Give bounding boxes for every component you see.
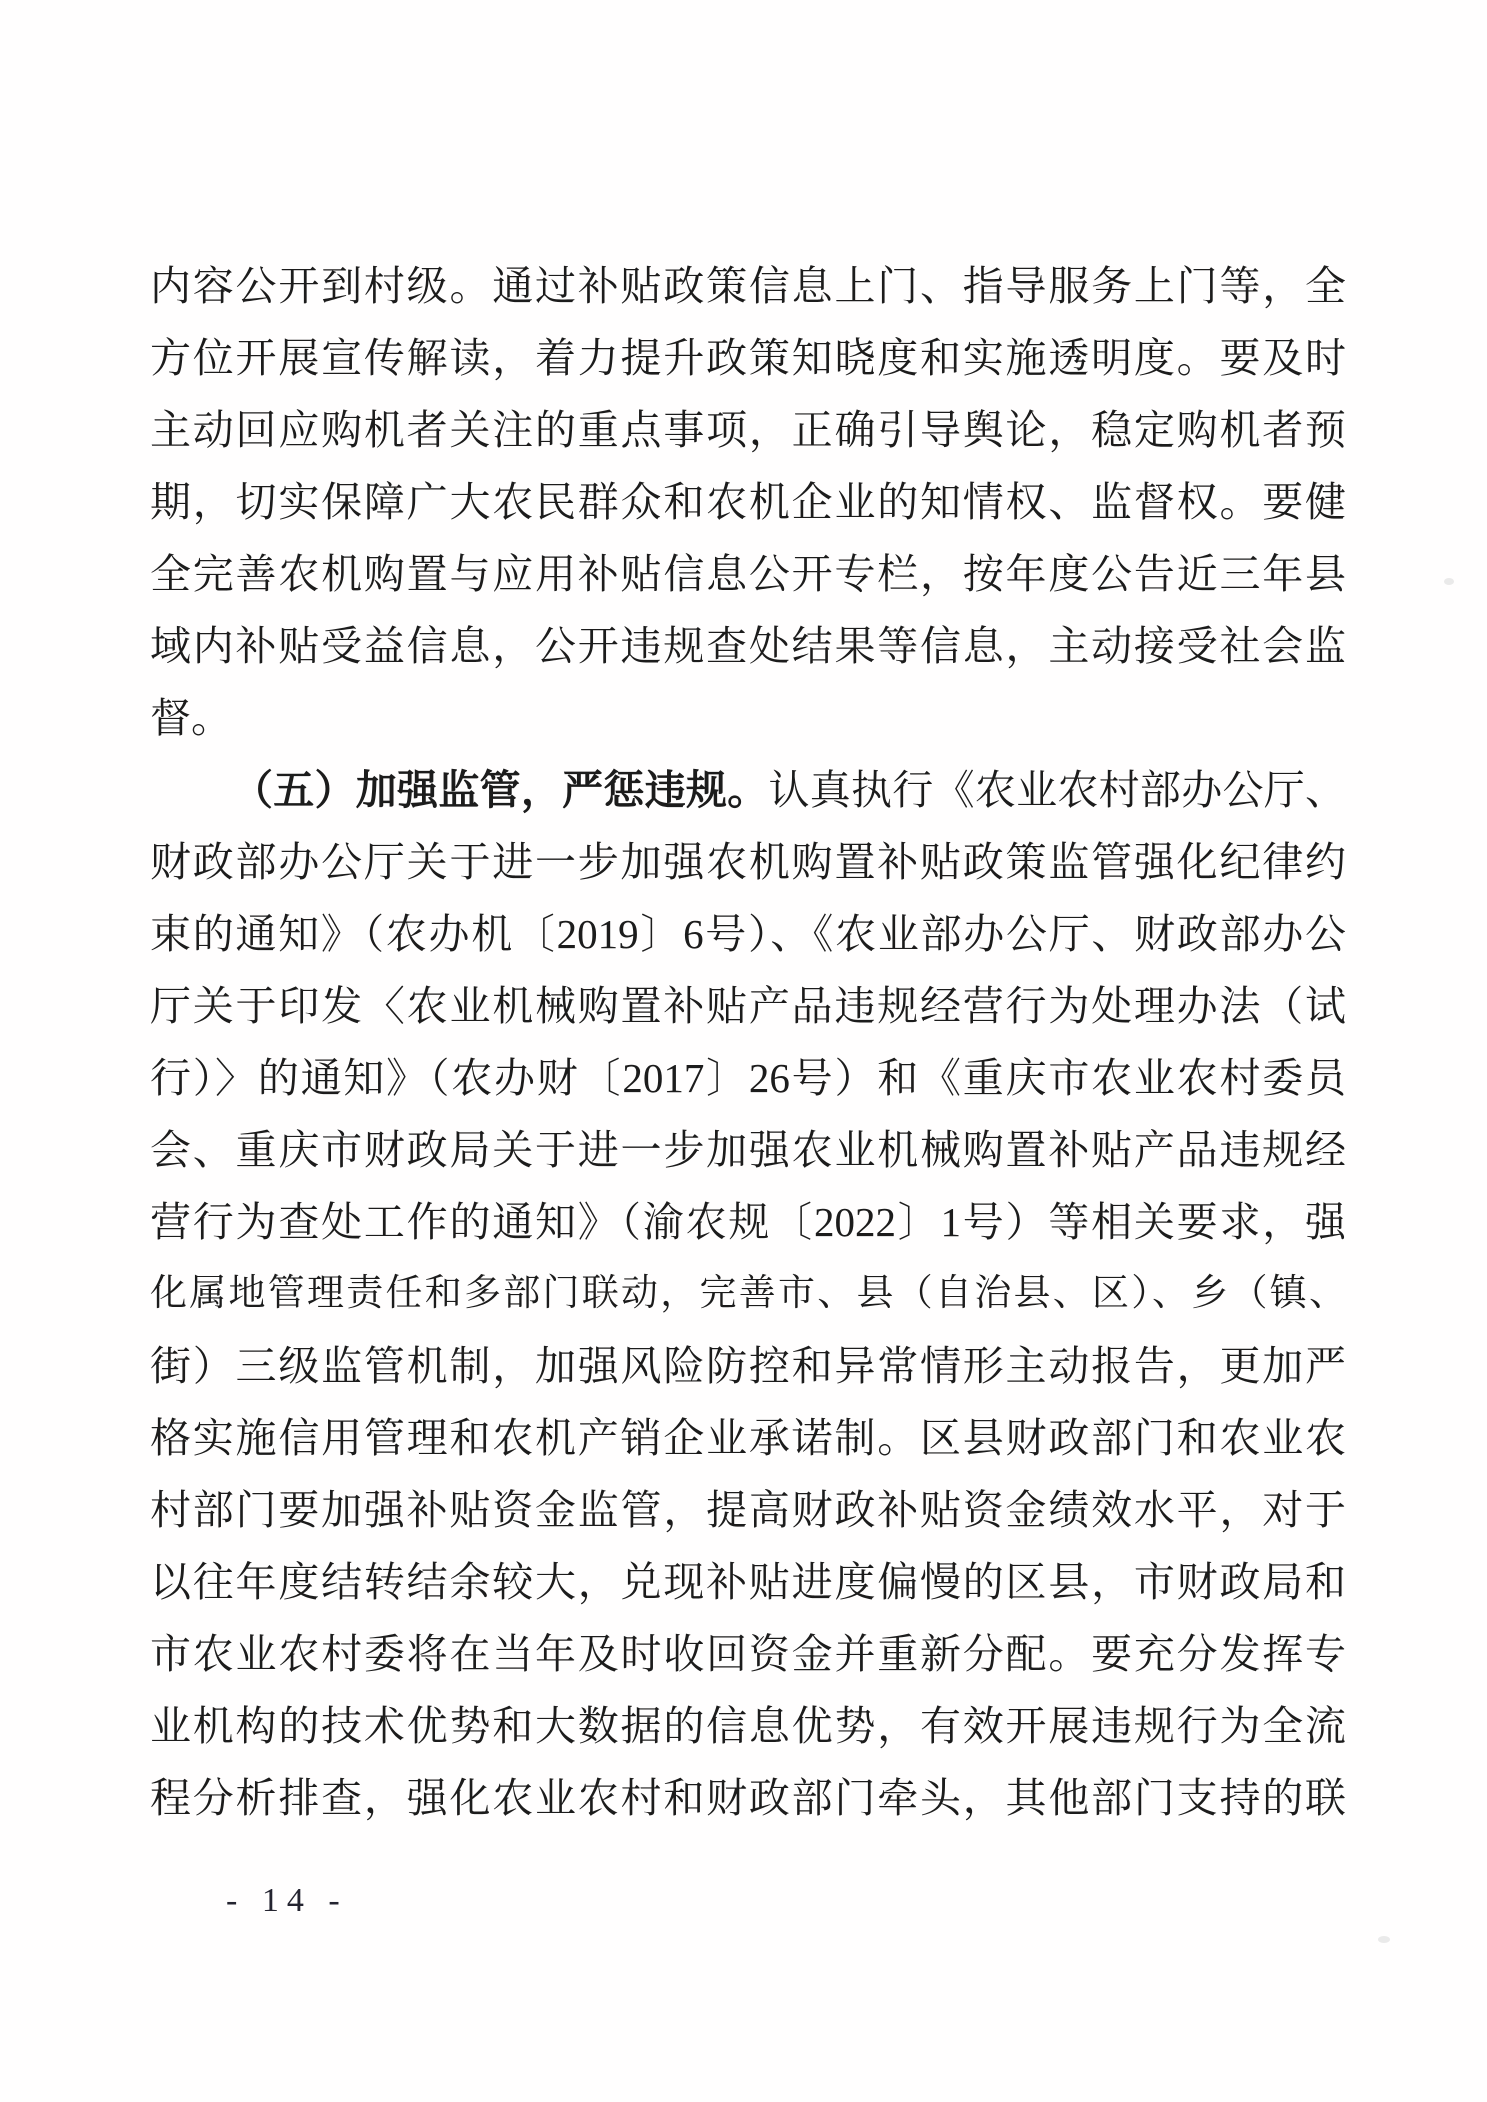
paragraph2-line: 程分析排查，强化农业农村和财政部门牵头，其他部门支持的联 <box>150 1775 1346 1821</box>
paragraph1-line: 域内补贴受益信息，公开违规查处结果等信息，主动接受社会监 <box>150 623 1346 669</box>
paragraph1-line: 全完善农机购置与应用补贴信息公开专栏，按年度公告近三年县 <box>150 551 1346 597</box>
paragraph2-line: 街）三级监管机制，加强风险防控和异常情形主动报告，更加严 <box>150 1343 1346 1389</box>
body-text <box>150 250 1346 1834</box>
paragraph2-first-line-rest: 认真执行《农业农村部办公厅、 <box>768 767 1346 813</box>
section-heading: （五）加强监管，严惩违规。 <box>232 767 769 813</box>
paragraph1-last-line: 督。 <box>150 695 232 741</box>
paragraph2-line: 市农业农村委将在当年及时收回资金并重新分配。要充分发挥专 <box>150 1631 1346 1677</box>
page-number: - 14 - <box>226 1882 348 1919</box>
scan-artifact <box>1444 578 1454 585</box>
paragraph2-first-line <box>150 754 1346 826</box>
paragraph1-line: 方位开展宣传解读，着力提升政策知晓度和实施透明度。要及时 <box>150 335 1346 381</box>
paragraph1-line: 主动回应购机者关注的重点事项，正确引导舆论，稳定购机者预 <box>150 407 1346 453</box>
paragraph2-line: 束的通知》（农办机〔2019〕6号）、《农业部办公厅、财政部办公 <box>150 911 1346 957</box>
scan-artifact <box>1378 1936 1390 1943</box>
paragraph2-line: 行）〉的通知》（农办财〔2017〕26号）和《重庆市农业农村委员 <box>150 1055 1346 1101</box>
paragraph1-line: 内容公开到村级。通过补贴政策信息上门、指导服务上门等，全 <box>150 263 1346 309</box>
paragraph2-line: 厅关于印发〈农业机械购置补贴产品违规经营行为处理办法（试 <box>150 983 1346 1029</box>
paragraph2-line: 化属地管理责任和多部门联动，完善市、县（自治县、区）、乡（镇、 <box>150 1273 1346 1314</box>
paragraph2-line: 业机构的技术优势和大数据的信息优势，有效开展违规行为全流 <box>150 1703 1346 1749</box>
paragraph2-line: 村部门要加强补贴资金监管，提高财政补贴资金绩效水平，对于 <box>150 1487 1346 1533</box>
paragraph1-line: 期，切实保障广大农民群众和农机企业的知情权、监督权。要健 <box>150 479 1346 525</box>
paragraph2-line: 营行为查处工作的通知》（渝农规〔2022〕1号）等相关要求，强 <box>150 1199 1346 1245</box>
paragraph2-line: 以往年度结转结余较大，兑现补贴进度偏慢的区县，市财政局和 <box>150 1559 1346 1605</box>
paragraph2-line: 格实施信用管理和农机产销企业承诺制。区县财政部门和农业农 <box>150 1415 1346 1461</box>
paragraph2-line: 财政部办公厅关于进一步加强农机购置补贴政策监管强化纪律约 <box>150 839 1346 885</box>
paragraph2-line: 会、重庆市财政局关于进一步加强农业机械购置补贴产品违规经 <box>150 1127 1346 1173</box>
